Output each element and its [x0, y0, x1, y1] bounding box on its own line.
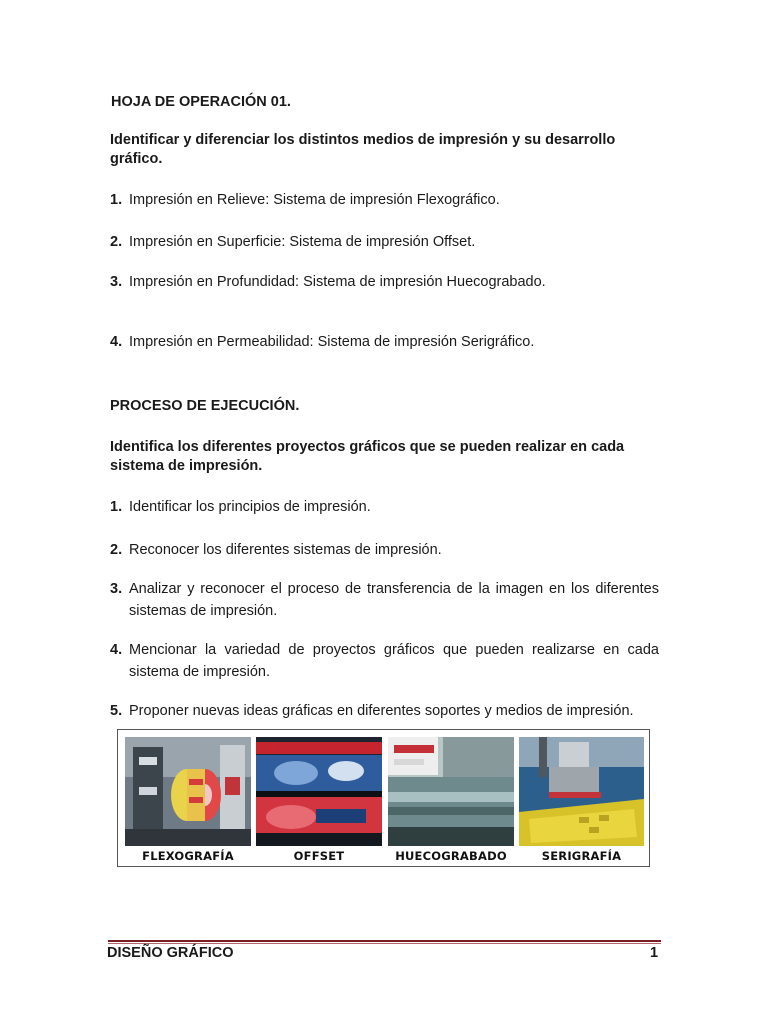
list-number: 4. [110, 334, 123, 350]
list-text: Reconocer los diferentes sistemas de impresión. [129, 542, 442, 558]
list-number: 1. [110, 192, 123, 208]
list-text: Mencionar la variedad de proyectos gráficos que pueden realizarse en cada sistema de impresión. [129, 642, 659, 680]
list-text: Impresión en Permeabilidad: Sistema de impresión Serigráfico. [129, 334, 535, 350]
screen-printing-photo [519, 737, 644, 846]
process-heading: PROCESO DE EJECUCIÓN. [110, 398, 300, 414]
page-number: 1 [650, 945, 659, 961]
gravure-photo [388, 737, 514, 846]
list-item [110, 539, 659, 561]
caption-screen-printing: SERIGRAFÍA [541, 849, 622, 863]
list-text: Impresión en Profundidad: Sistema de impresión Huecograbado. [129, 274, 546, 290]
printing-systems-figure [117, 729, 650, 867]
caption-gravure: HUECOGRABADO [395, 849, 507, 863]
list-item [110, 231, 659, 253]
list-number: 2. [110, 542, 123, 558]
list-item [110, 639, 659, 683]
flexography-photo [125, 737, 251, 846]
list-text: Impresión en Superficie: Sistema de impresión Offset. [129, 234, 476, 250]
page-title: HOJA DE OPERACIÓN 01. [111, 94, 291, 110]
list-item [110, 578, 659, 622]
footer-divider-thin [108, 943, 661, 944]
objective-heading: Identificar y diferenciar los distintos medios de impresión y su desarrollo gráfico. [110, 132, 616, 167]
list-item [110, 189, 659, 211]
caption-flexography: FLEXOGRAFÍA [142, 849, 234, 863]
list-number: 1. [110, 499, 123, 515]
list-number: 3. [110, 274, 123, 290]
caption-offset: OFFSET [293, 849, 345, 863]
list-item [110, 496, 659, 518]
list-item [110, 331, 550, 353]
list-text: Analizar y reconocer el proceso de transferencia de la imagen en los diferentes sistemas de impresión. [129, 581, 659, 619]
list-item [110, 700, 670, 722]
list-number: 3. [110, 581, 123, 597]
list-item [110, 271, 550, 293]
list-number: 4. [110, 642, 123, 658]
list-number: 2. [110, 234, 123, 250]
list-text: Identificar los principios de impresión. [129, 499, 371, 515]
footer-course-title: DISEÑO GRÁFICO [107, 945, 234, 961]
offset-photo [256, 737, 382, 846]
process-intro: Identifica los diferentes proyectos gráficos que se pueden realizar en cada sistema de impresión. [110, 439, 625, 474]
list-number: 5. [110, 703, 123, 719]
list-text: Proponer nuevas ideas gráficas en diferentes soportes y medios de impresión. [129, 703, 634, 719]
footer-divider [108, 940, 661, 942]
list-text: Impresión en Relieve: Sistema de impresión Flexográfico. [129, 192, 500, 208]
